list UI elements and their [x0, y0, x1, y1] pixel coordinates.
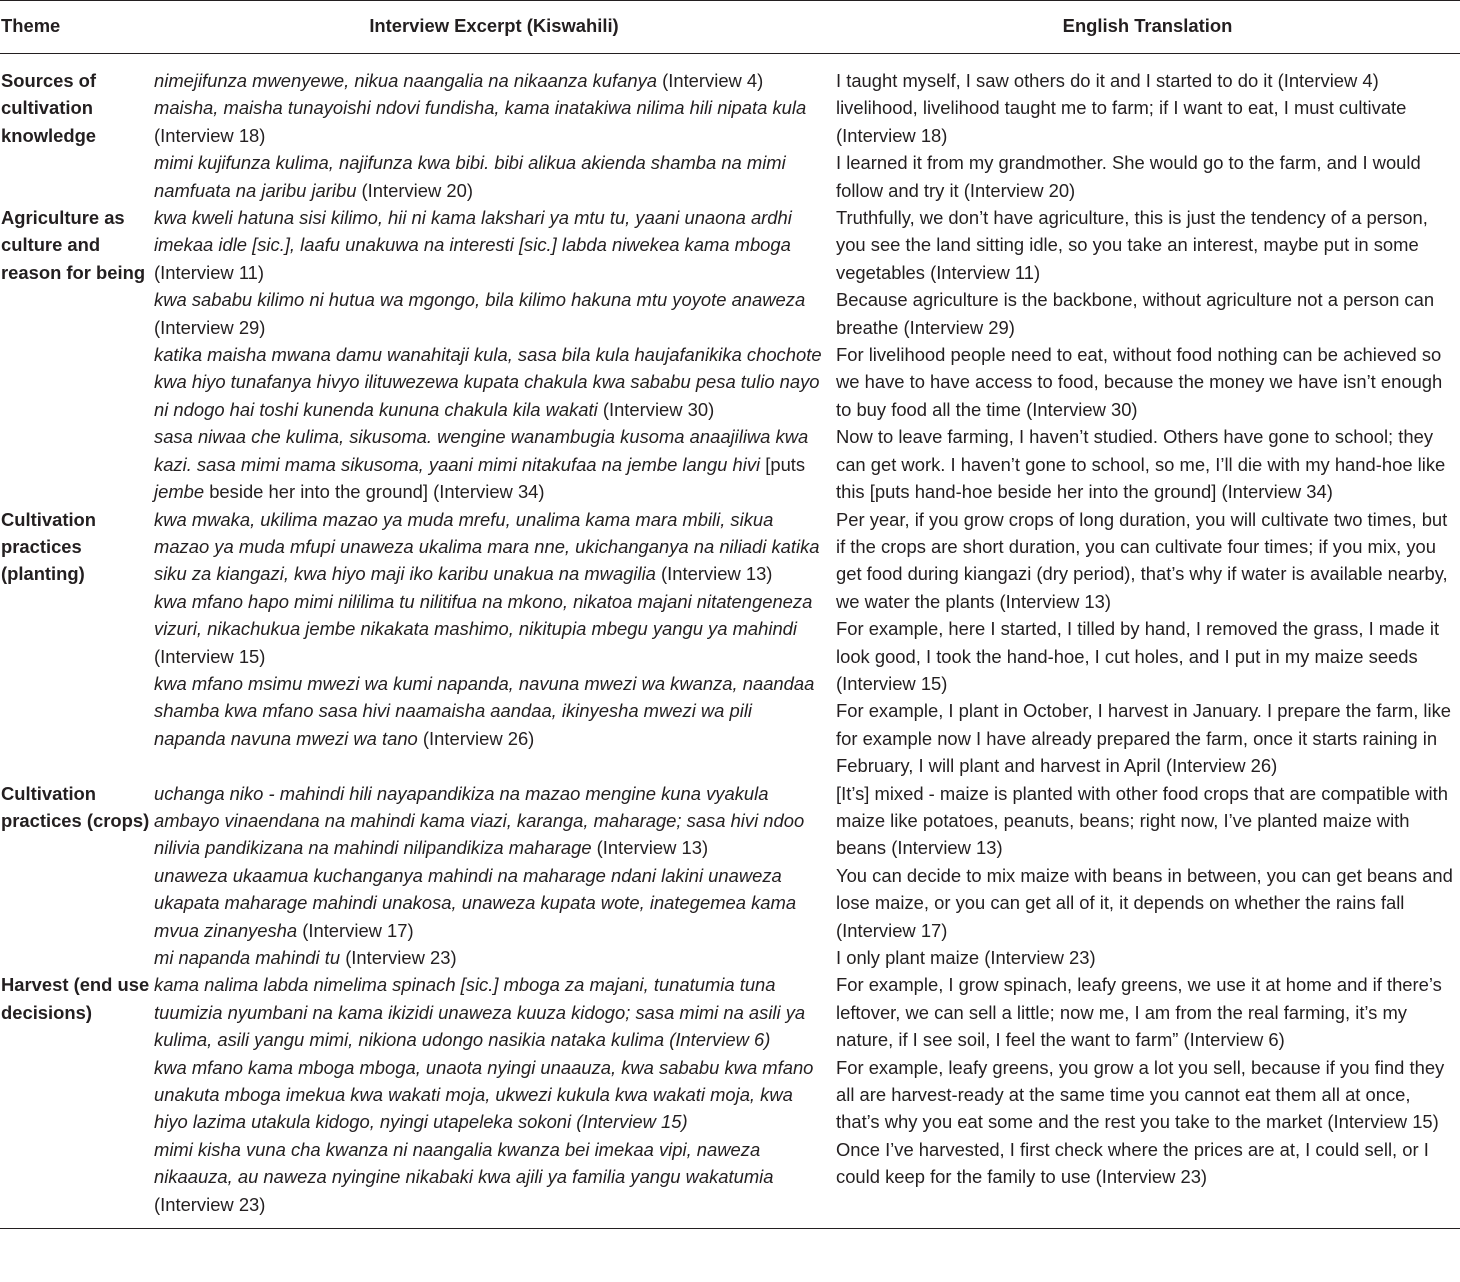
english-translation: For example, I plant in October, I harvest in January. I prepare the farm, like for example now I have already prepared the farm, once it starts raining in February, I will plant and harvest in April (Interview 26) — [836, 700, 1452, 777]
english-cell — [835, 54, 1460, 205]
kiswahili-excerpt — [154, 67, 827, 94]
interview-ref: (Interview 17) — [297, 919, 414, 941]
english-translation: For example, I grow spinach, leafy greens, we use it at home and if there’s leftover, we can sell a little; now me, I am from the real farming, it’s my nature, if I see soil, I feel the want to farm” (Interview 6) — [836, 974, 1442, 1051]
kiswahili-cell — [153, 971, 835, 1228]
kiswahili-excerpt — [154, 149, 827, 204]
theme-cell: Agriculture as culture and reason for being — [1, 207, 146, 283]
english-translation: Once I’ve harvested, I first check where the prices are at, I could sell, or I could keep for the family to use (Interview 23) — [836, 1138, 1429, 1188]
interview-ref: (Interview 13) — [591, 837, 709, 859]
header-theme: Theme — [0, 1, 153, 54]
excerpt-text: mimi kisha vuna cha kwanza ni naangalia kwanza bei imekaa vipi, naweza nikaauza, au naweza nyingine nikabaki kwa ajili ya familia yangu wakatumia — [154, 1138, 774, 1188]
kiswahili-cell — [153, 506, 835, 780]
kiswahili-cell — [153, 204, 835, 505]
interview-ref: (Interview 4) — [657, 70, 764, 91]
excerpt-text: nimejifunza mwenyewe, nikua naangalia na nikaanza kufanya — [154, 70, 657, 91]
english-cell — [835, 971, 1460, 1228]
english-translation: For example, here I started, I tilled by hand, I removed the grass, I made it look good, I took the hand-hoe, I cut holes, and I put in my maize seeds (Interview 15) — [836, 618, 1440, 694]
table-row — [0, 780, 1460, 972]
english-cell — [835, 506, 1460, 780]
excerpt-text: sasa niwaa che kulima, sikusoma. wengine wanambugia kusoma anaajiliwa kwa kazi. sasa mimi mama sikusoma, yaani mimi nitakufaa na jembe langu hivi — [154, 426, 809, 475]
english-translation: I taught myself, I saw others do it and I started to do it (Interview 4) — [836, 70, 1379, 91]
english-translation: Now to leave farming, I haven’t studied. Others have gone to school; they can get work. I haven’t gone to school, so me, I’ll die with my hand-hoe like this [puts hand-hoe beside her into the ground] (Interview 34) — [836, 426, 1446, 503]
header-english: English Translation — [835, 1, 1460, 54]
excerpt-text: kwa mwaka, ukilima mazao ya muda mrefu, unalima kama mara mbili, sikua mazao ya muda mfupi unaweza ukalima mara nne, ukichanganya na niliadi katika siku za kiangazi, kwa hiyo maji iko karibu unakua na mwagilia — [154, 508, 820, 585]
excerpt-text: kama nalima labda nimelima spinach [sic.] mboga za majani, tunatumia tuna tuumizia nyumbani na kama ikizidi unaweza kuuza kidogo; sasa mimi na asili ya kulima, asili yangu mimi, nikiona udongo nasikia nataka kulima (Interview 6) — [154, 974, 806, 1051]
excerpt-text: kwa sababu kilimo ni hutua wa mgongo, bila kilimo hakuna mtu yoyote anaweza — [154, 289, 806, 311]
english-translation: livelihood, livelihood taught me to farm; if I want to eat, I must cultivate (Interview 18) — [836, 97, 1407, 146]
english-translation: Per year, if you grow crops of long duration, you will cultivate two times, but if the crops are short duration, you can cultivate four times; if you mix, you get food during kiangazi (dry period), that’s why if water is available nearby, we water the plants (Interview 13) — [836, 508, 1448, 612]
excerpt-text: unaweza ukaamua kuchanganya mahindi na maharage ndani lakini unaweza ukapata maharage mahindi unakosa, unaweza kupata wote, inategemea kama mvua zinanyesha — [154, 864, 797, 941]
kiswahili-excerpt — [154, 971, 827, 1053]
kiswahili-excerpt — [154, 588, 827, 670]
english-translation: For livelihood people need to eat, without food nothing can be achieved so we have to have access to food, because the money we have isn’t enough to buy food all the time (Interview 30) — [836, 344, 1443, 420]
interview-ref: (Interview 26) — [417, 727, 535, 749]
excerpt-text: kwa mfano kama mboga mboga, unaota nyingi unaauza, kwa sababu kwa mfano unakuta mboga imekua kwa wakati moja, ukwezi kukula kwa wakati moja, kwa hiyo lazima utakula kidogo, nyingi utapeleka sokoni (Interview 15) — [154, 1056, 814, 1133]
kiswahili-excerpt — [154, 670, 827, 752]
excerpt-text: katika maisha mwana damu wanahitaji kula, sasa bila kula haujafanikika chochote kwa hiyo tunafanya hivyo ilituwezewa kupata chakula kwa sababu pesa tulio nayo ni ndogo hai toshi kunenda kununa chakula kila wakati — [154, 344, 822, 420]
interview-ref: (Interview 30) — [597, 398, 715, 420]
excerpt-annotation: [puts — [760, 453, 806, 475]
excerpt-text: kwa mfano hapo mimi nililima tu nilitifua na mkono, nikatoa majani nitatengeneza vizuri, nikachukua jembe nikakata mashimo, nikitupia mbegu yangu ya mahindi — [154, 590, 813, 640]
excerpt-text: mi napanda mahindi tu — [154, 947, 341, 968]
interview-ref: (Interview 29) — [154, 316, 266, 338]
kiswahili-excerpt — [154, 506, 827, 588]
excerpt-annotation-term: jembe — [154, 481, 205, 503]
kiswahili-excerpt — [154, 1054, 827, 1136]
english-cell — [835, 780, 1460, 972]
header-kiswahili: Interview Excerpt (Kiswahili) — [153, 1, 835, 54]
kiswahili-excerpt — [154, 862, 827, 944]
english-translation: For example, leafy greens, you grow a lot you sell, because if you find they all are harvest-ready at the same time you cannot eat them all at once, that’s why you eat some and the rest you take to the market (Interview 15) — [836, 1056, 1445, 1133]
theme-cell: Sources of cultivation knowledge — [1, 70, 97, 146]
interview-ref: (Interview 13) — [655, 563, 773, 585]
english-translation: I only plant maize (Interview 23) — [836, 947, 1096, 968]
kiswahili-cell — [153, 54, 835, 205]
english-translation: [It’s] mixed - maize is planted with other food crops that are compatible with maize like potatoes, peanuts, beans; right now, I’ve planted maize with beans (Interview 13) — [836, 782, 1448, 859]
table-row — [0, 506, 1460, 780]
kiswahili-excerpt — [154, 944, 827, 971]
excerpt-text: uchanga niko - mahindi hili nayapandikiza na mazao mengine kuna vyakula ambayo vinaendana na mahindi kama viazi, karanga, maharage; sasa hivi ndoo nilivia pandikizana na mahindi nilipandikiza maharage — [154, 782, 805, 859]
header-row — [0, 1, 1460, 54]
interview-ref: beside her into the ground] (Interview 34) — [204, 481, 545, 503]
kiswahili-excerpt — [154, 204, 827, 286]
english-translation: Truthfully, we don’t have agriculture, this is just the tendency of a person, you see the land sitting idle, so you take an interest, maybe put in some vegetables (Interview 11) — [836, 207, 1428, 283]
kiswahili-excerpt — [154, 423, 827, 505]
interview-ref: (Interview 11) — [154, 261, 265, 283]
interview-ref: (Interview 20) — [356, 179, 473, 201]
interview-ref: (Interview 15) — [154, 645, 266, 667]
excerpt-text: kwa kweli hatuna sisi kilimo, hii ni kama lakshari ya mtu tu, yaani unaona ardhi imekaa idle [sic.], laafu unakuwa na interesti [sic.] labda niwekea kama mboga — [154, 207, 792, 256]
kiswahili-excerpt — [154, 94, 827, 149]
table-row — [0, 54, 1460, 205]
kiswahili-excerpt — [154, 1136, 827, 1218]
kiswahili-excerpt — [154, 780, 827, 862]
table-row — [0, 204, 1460, 505]
interview-ref: (Interview 23) — [340, 947, 457, 968]
interview-ref: (Interview 18) — [154, 124, 266, 146]
english-cell — [835, 204, 1460, 505]
english-translation: I learned it from my grandmother. She would go to the farm, and I would follow and try it (Interview 20) — [836, 152, 1421, 201]
kiswahili-excerpt — [154, 341, 827, 423]
theme-cell: Cultivation practices (planting) — [1, 508, 97, 585]
theme-cell: Cultivation practices (crops) — [1, 782, 150, 831]
kiswahili-cell — [153, 780, 835, 972]
excerpt-text: mimi kujifunza kulima, najifunza kwa bibi. bibi alikua akienda shamba na mimi namfuata na jaribu jaribu — [154, 152, 786, 201]
interview-ref: (Interview 23) — [154, 1193, 266, 1215]
kiswahili-excerpt — [154, 286, 827, 341]
excerpt-text: kwa mfano msimu mwezi wa kumi napanda, navuna mwezi wa kwanza, naandaa shamba kwa mfano sasa hivi naamaisha aandaa, ikinyesha mwezi wa pili napanda navuna mwezi wa tano — [154, 672, 815, 749]
table-body — [0, 54, 1460, 1229]
english-translation: Because agriculture is the backbone, without agriculture not a person can breathe (Interview 29) — [836, 289, 1435, 338]
table-row — [0, 971, 1460, 1228]
theme-cell: Harvest (end use decisions) — [0, 971, 153, 1228]
excerpt-text: maisha, maisha tunayoishi ndovi fundisha, kama inatakiwa nilima hili nipata kula — [154, 97, 807, 119]
english-translation: You can decide to mix maize with beans in between, you can get beans and lose maize, or you can get all of it, it depends on whether the rains fall (Interview 17) — [836, 864, 1453, 941]
